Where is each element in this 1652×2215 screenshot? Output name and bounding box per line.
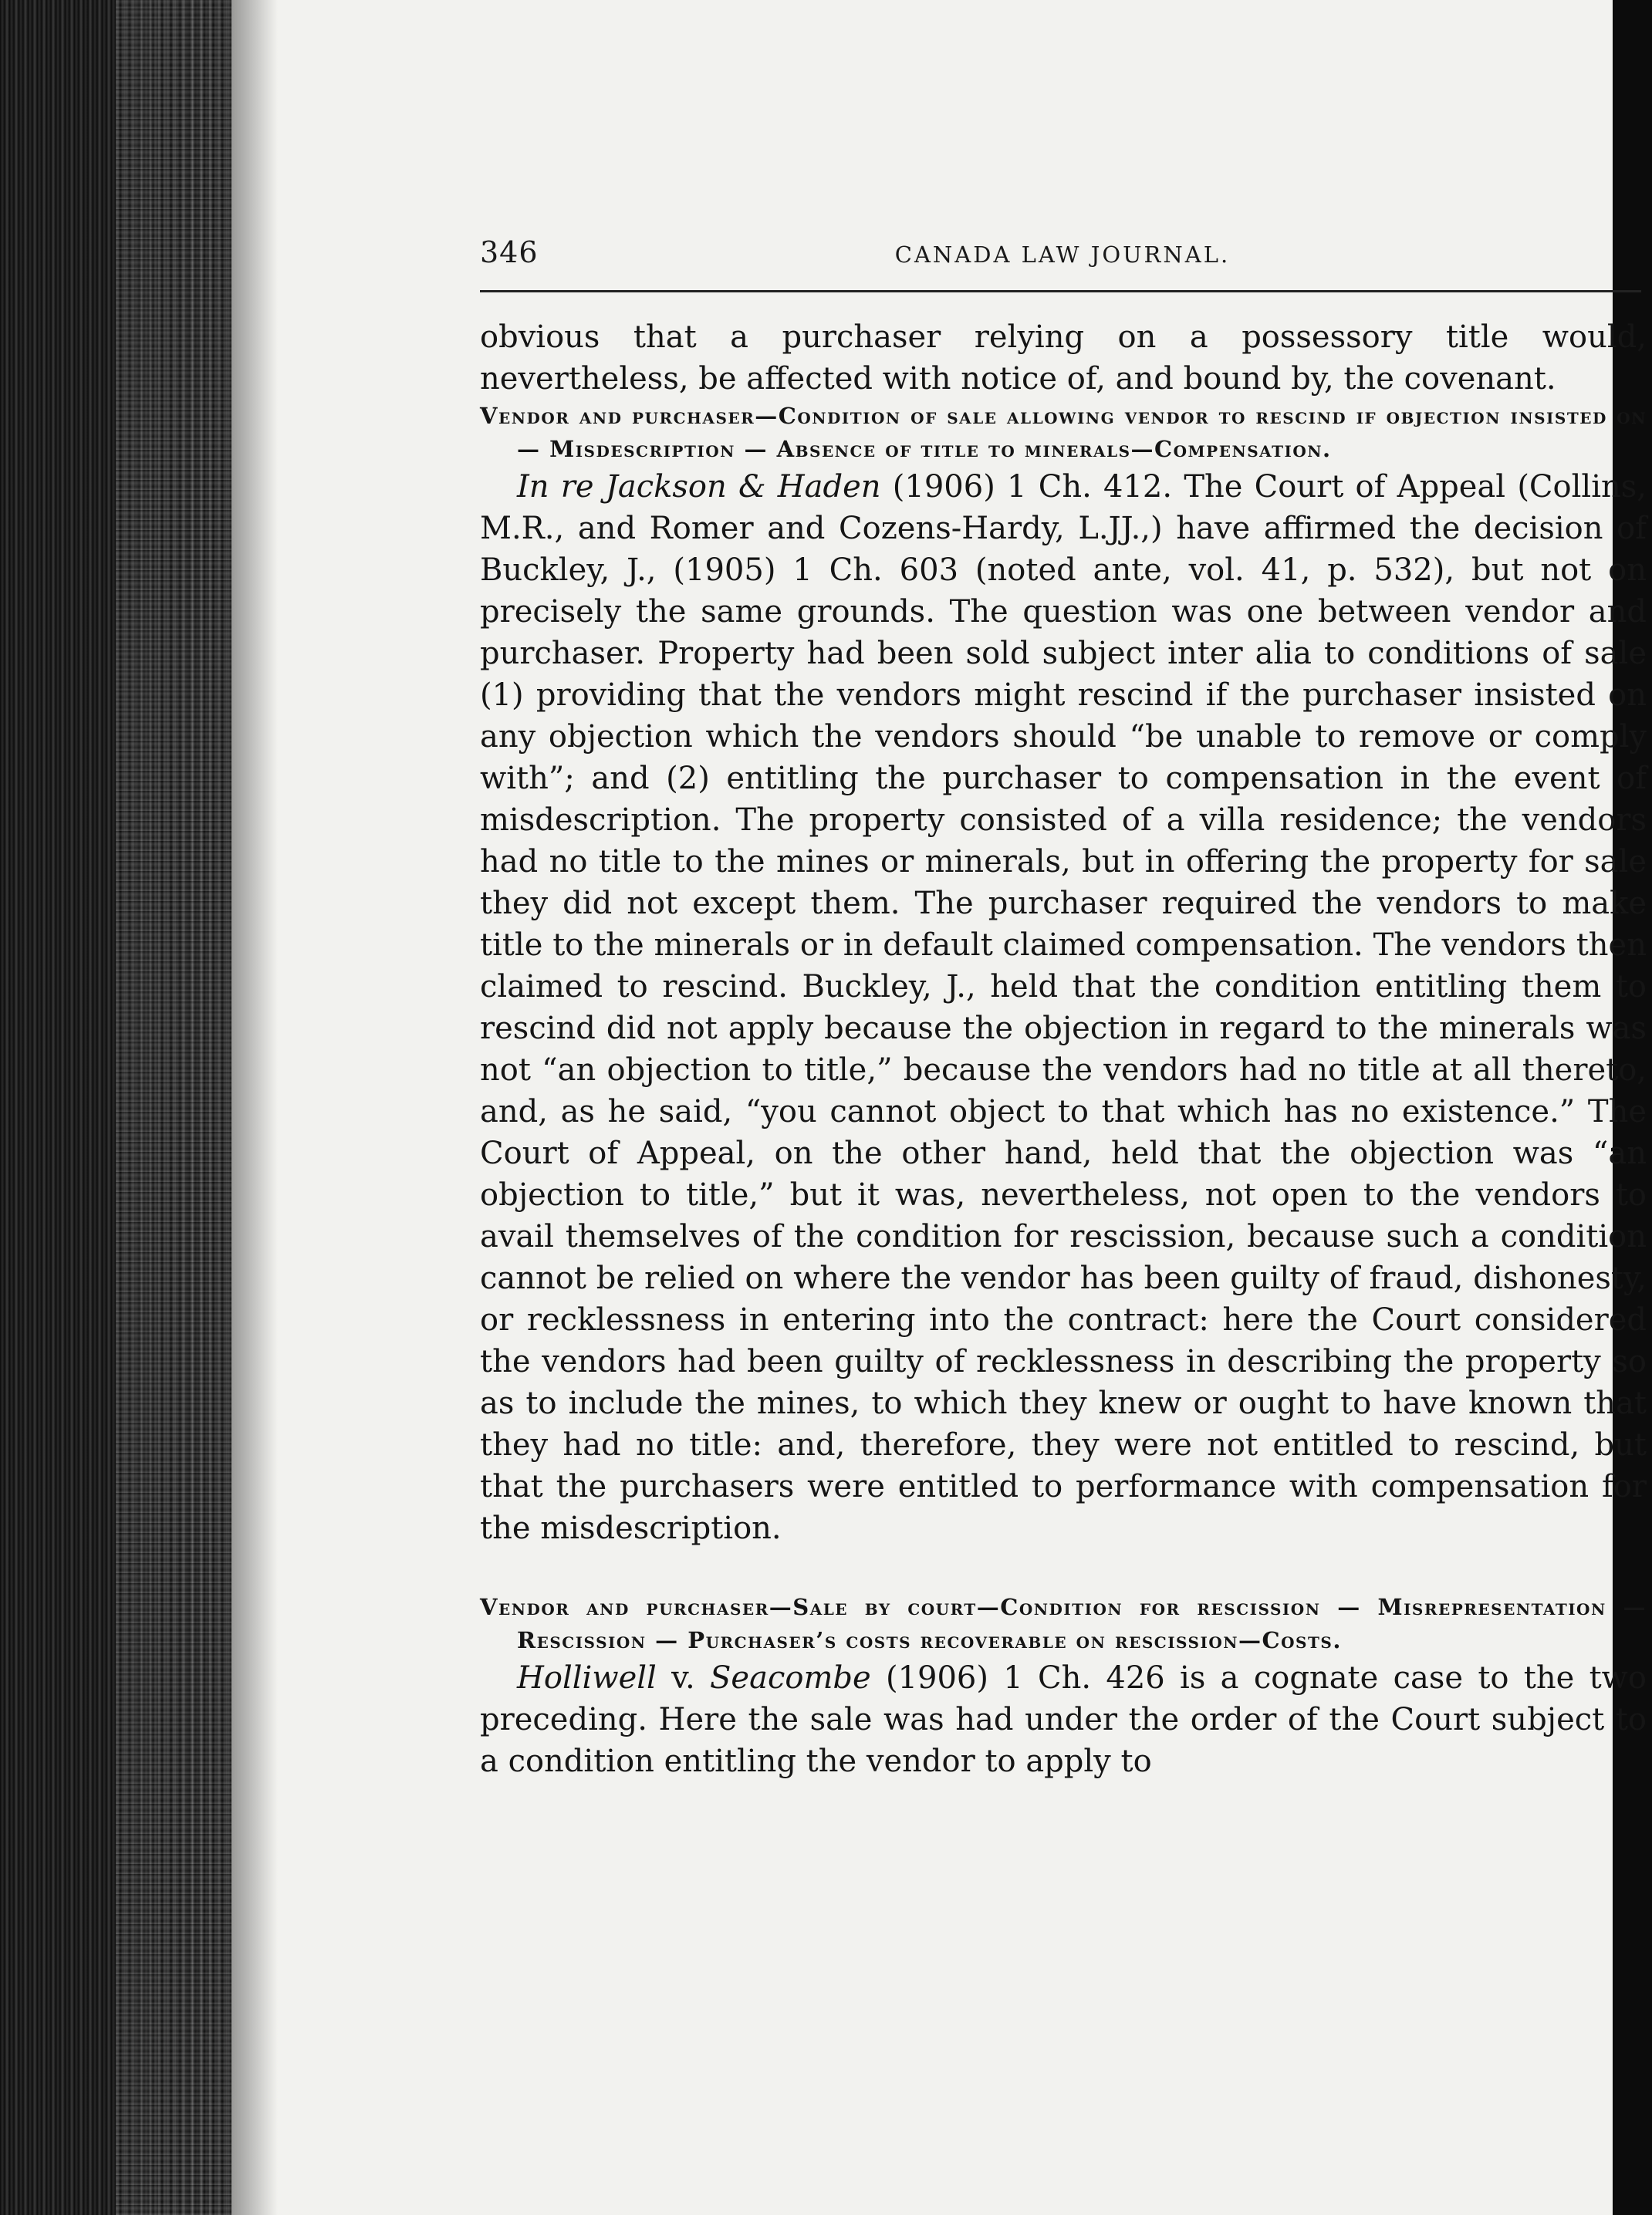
section-paragraph-1 (480, 466, 1647, 1549)
running-head: CANADA LAW JOURNAL. (894, 241, 1231, 268)
opening-paragraph: obvious that a purchaser relying on a possessory title would, nevertheless, be affected with notice of, and bound by, the covenant. (480, 319, 1647, 397)
case-name-jackson-haden: In re Jackson & Haden (517, 469, 881, 505)
page-gutter-shadow (231, 0, 278, 2215)
case-name-seacombe: Seacombe (710, 1660, 871, 1696)
section-text-1: (1906) 1 Ch. 412. The Court of Appeal (Collins, M.R., and Romer and Cozens-Hardy, L.JJ.,) have affirmed the decision of Buckley, J., (1905) 1 Ch. 603 (noted ante, vol. 41, p. 532), but not on precisely the same grounds. The question was one between vendor and purchaser. Property had been sold subject inter alia to conditions of sale (1) providing that the vendors might rescind if the purchaser insisted on any objection which the vendors should “be unable to remove or comply with”; and (2) entitling the purchaser to compensation in the event of misdescription. The property consisted of a villa residence; the vendors had no title to the mines or minerals, but in offering the property for sale they did not except them. The purchaser required the vendors to make title to the minerals or in default claimed compensation. The vendors then claimed to rescind. Buckley, J., held that the condition entitling them to rescind did not apply because the objection in regard to the minerals was not “an objection to title,” because the vendors had no title at all thereto, and, as he said, “you cannot object to that which has no existence.” The Court of Appeal, on the other hand, held that the objection was “an objection to title,” but it was, nevertheless, not open to the vendors to avail themselves of the condition for rescission, because such a condition cannot be relied on where the vendor has been guilty of fraud, dishonesty, or recklessness in entering into the contract: here the Court considered the vendors had been guilty of recklessness in describing the property so as to include the mines, to which they knew or ought to have known that they had no title: and, therefore, they were not entitled to rescind, but that the purchasers were entitled to performance with compensation for the misdescription. (480, 469, 1647, 1546)
header-rule (480, 290, 1641, 292)
section-headnote-2: Vendor and purchaser—Sale by court—Condition for rescission — Misrepresentation — Rescission — Purchaser’s costs recoverable on rescission—Costs. (480, 1594, 1647, 1653)
section-paragraph-2 (480, 1657, 1647, 1782)
book-page (231, 0, 1647, 2215)
page-number: 346 (480, 235, 539, 269)
case-name-holliwell: Holliwell (517, 1660, 657, 1696)
case-versus: v. (656, 1660, 711, 1696)
section-headnote-1: Vendor and purchaser—Condition of sale allowing vendor to rescind if objection insisted on — Misdescription — Absence of title to minerals—Compensation. (480, 403, 1647, 462)
page-header (480, 235, 1645, 282)
body-text (480, 316, 1647, 1782)
section-text-2: (1906) 1 Ch. 426 is a cognate case to the two preceding. Here the sale was had under the order of the Court subject to a condition entitling the vendor to apply to (480, 1660, 1647, 1779)
